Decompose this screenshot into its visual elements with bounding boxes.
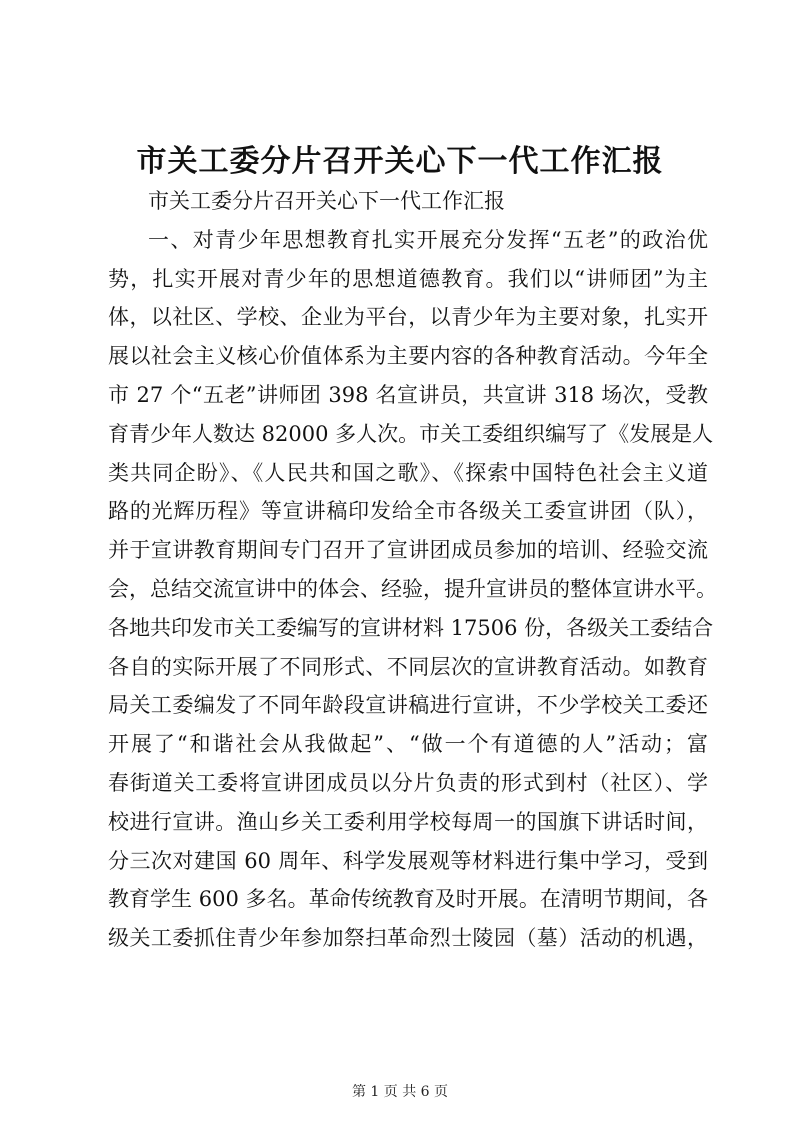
paragraph-line: 并于宣讲教育期间专门召开了宣讲团成员参加的培训、经验交流 (108, 538, 708, 563)
paragraph-line: 局关工委编发了不同年龄段宣讲稿进行宣讲，不少学校关工委还 (108, 693, 708, 718)
paragraph-line: 校进行宣讲。渔山乡关工委利用学校每周一的国旗下讲话时间， (108, 809, 708, 834)
paragraph-line: 分三次对建国 60 周年、科学发展观等材料进行集中学习，受到 (108, 848, 708, 873)
paragraph-line: 市 27 个“五老”讲师团 398 名宣讲员，共宣讲 318 场次，受教 (108, 382, 708, 407)
paragraph-line: 各自的实际开展了不同形式、不同层次的宣讲教育活动。如教育 (108, 654, 708, 679)
paragraph-line: 会，总结交流宣讲中的体会、经验，提升宣讲员的整体宣讲水平。 (108, 576, 717, 601)
paragraph-line: 一、对青少年思想教育扎实开展充分发挥“五老”的政治优 (148, 227, 708, 252)
paragraph-line: 春街道关工委将宣讲团成员以分片负责的形式到村（社区）、学 (108, 770, 708, 795)
document-body (108, 182, 717, 958)
paragraph-line: 级关工委抓住青少年参加祭扫革命烈士陵园（墓）活动的机遇， (108, 926, 708, 951)
paragraph-line: 展以社会主义核心价值体系为主要内容的各种教育活动。今年全 (108, 344, 708, 369)
paragraph-line: 开展了“和谐社会从我做起”、“做一个有道德的人”活动；富 (108, 732, 708, 757)
paragraph-line: 各地共印发市关工委编写的宣讲材料 17506 份，各级关工委结合 (108, 615, 714, 640)
paragraph-line: 教育学生 600 多名。革命传统教育及时开展。在清明节期间，各 (108, 887, 708, 912)
paragraph-line: 路的光辉历程》等宣讲稿印发给全市各级关工委宣讲团（队）， (108, 499, 708, 524)
paragraph-line: 类共同企盼》、《人民共和国之歌》、《探索中国特色社会主义道 (108, 460, 708, 485)
paragraph-line: 体，以社区、学校、企业为平台，以青少年为主要对象，扎实开 (108, 305, 708, 330)
page-number-footer: 第 1 页 共 6 页 (351, 1084, 449, 1100)
paragraph-line: 育青少年人数达 82000 多人次。市关工委组织编写了《发展是人 (108, 421, 714, 446)
document-subtitle: 市关工委分片召开关心下一代工作汇报 (148, 189, 505, 213)
paragraph-line: 势，扎实开展对青少年的思想道德教育。我们以“讲师团”为主 (108, 266, 708, 291)
document-title: 市关工委分片召开关心下一代工作汇报 (136, 144, 664, 179)
